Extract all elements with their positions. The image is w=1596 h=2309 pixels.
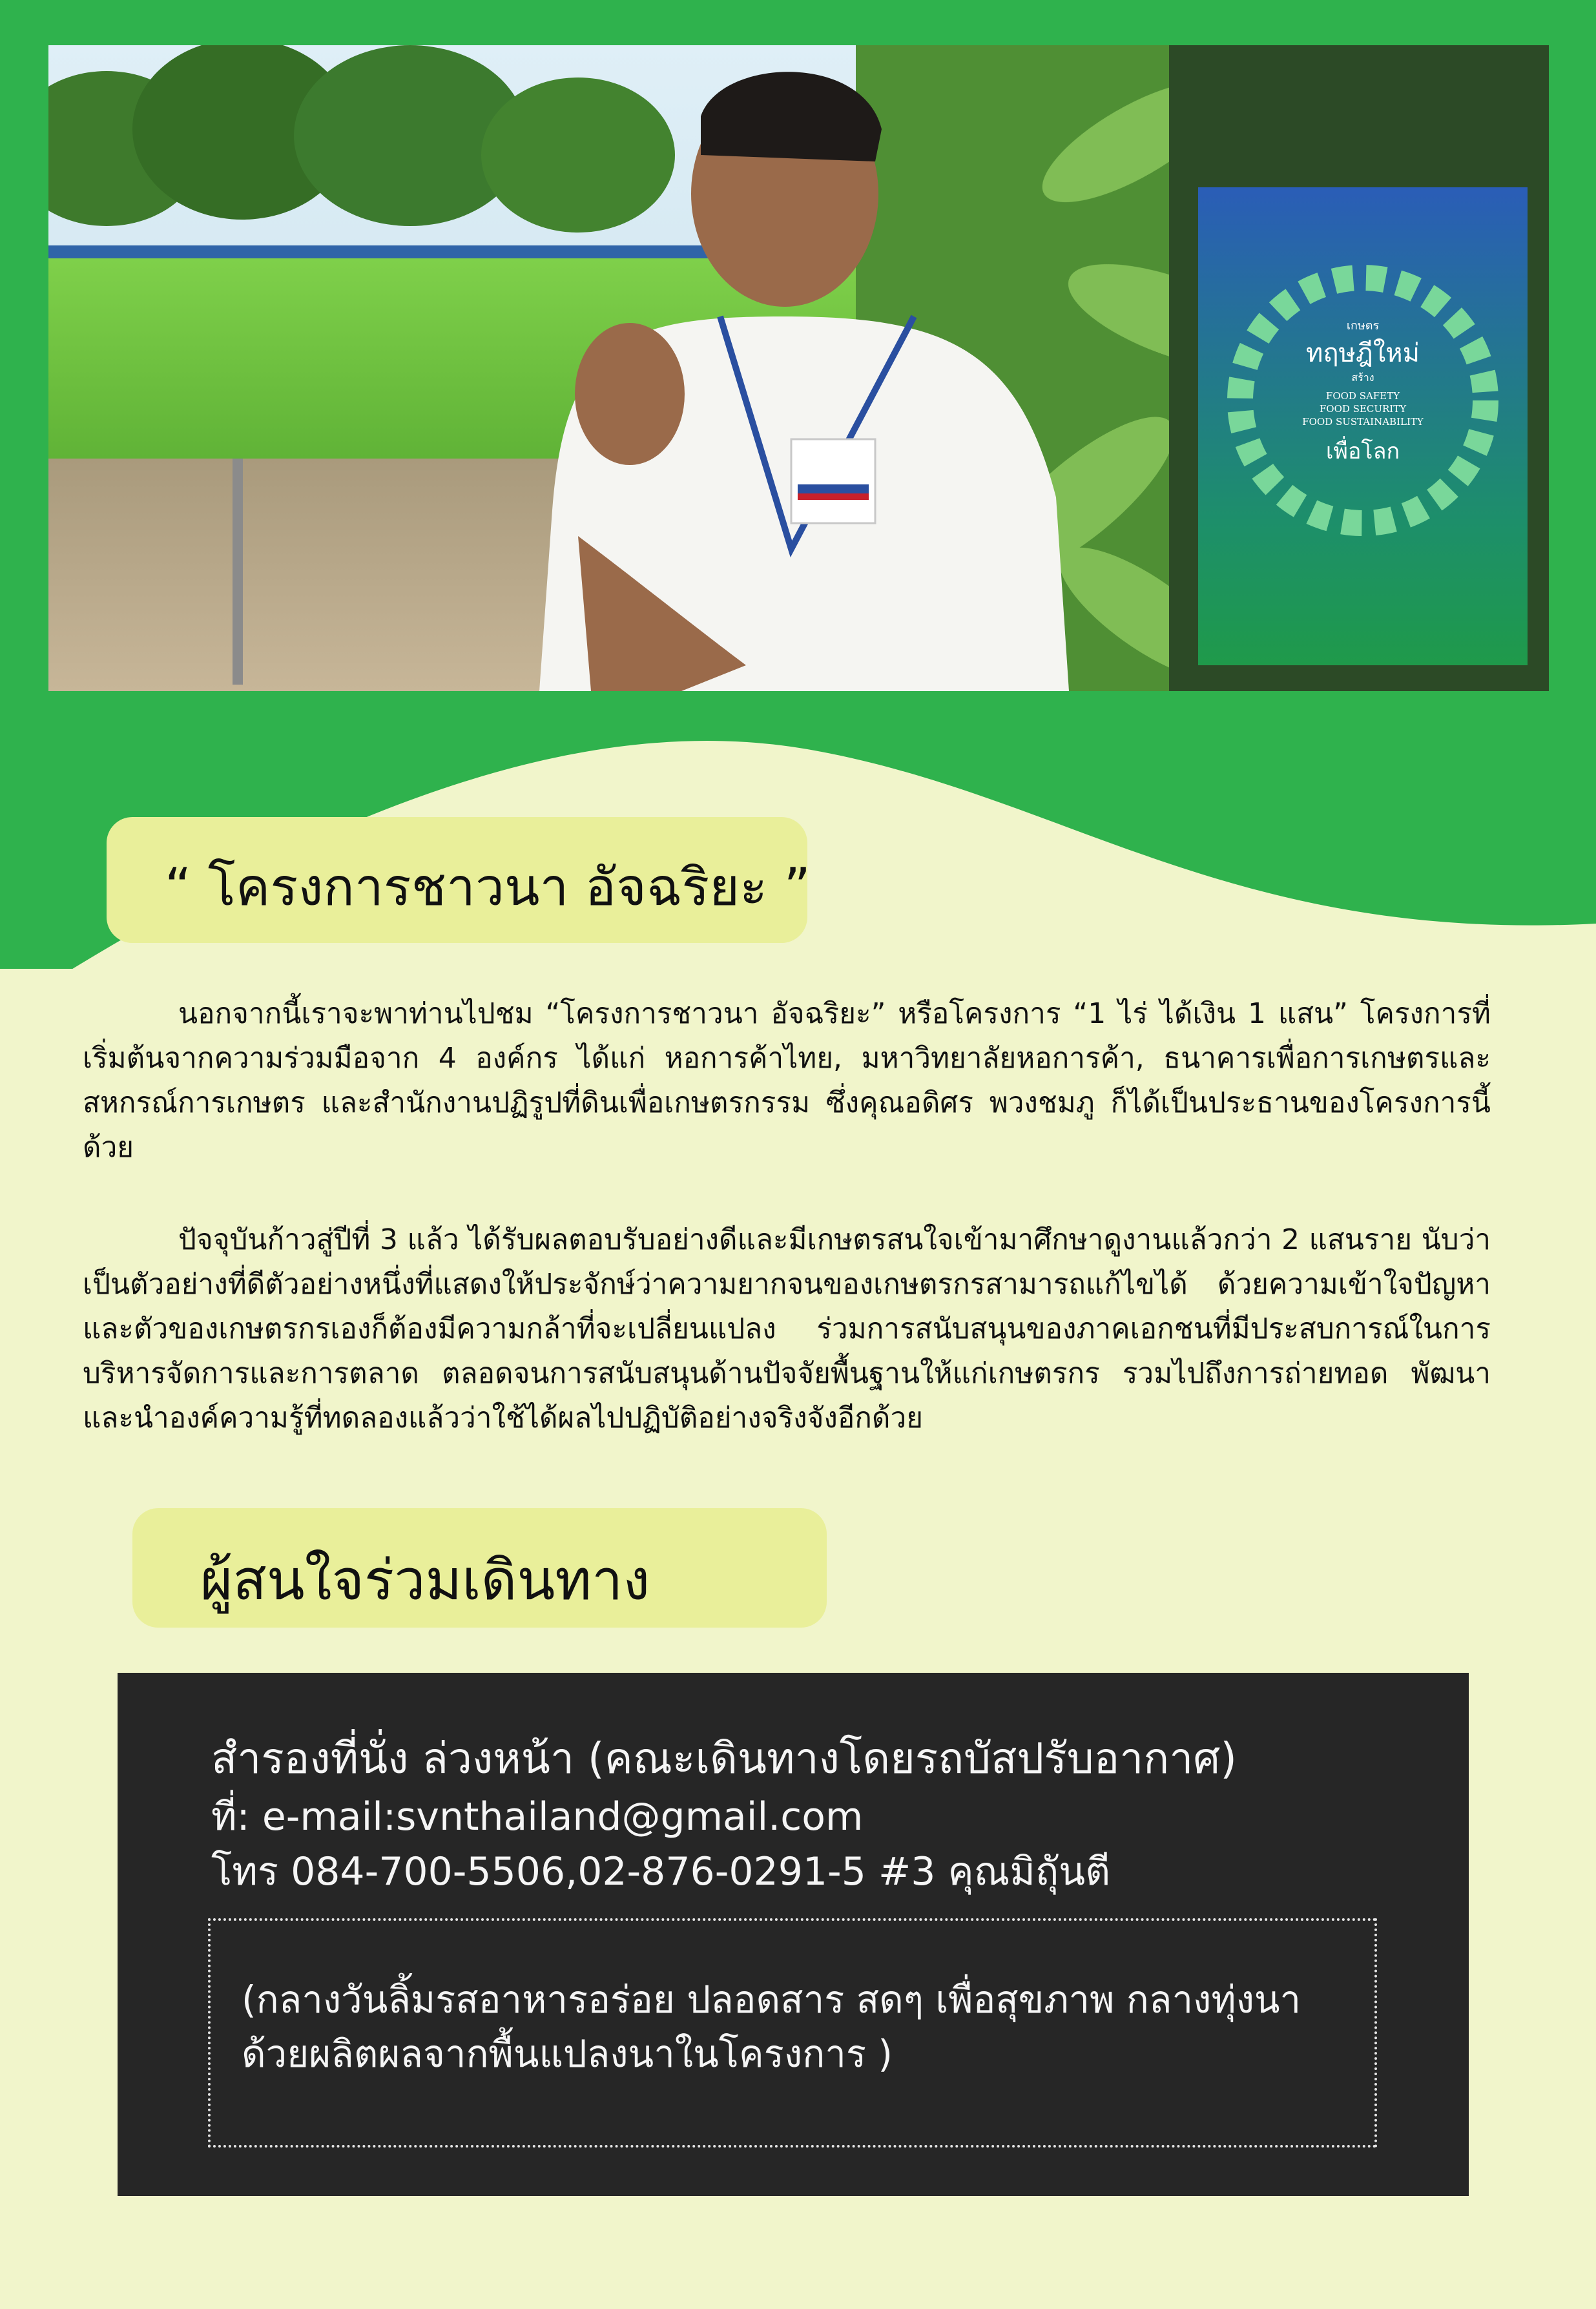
paragraph-1: [83, 991, 1491, 1170]
lunch-note-box: [208, 1918, 1377, 2148]
paragraph-1-text: นอกจากนี้เราจะพาท่านไปชม “โครงการชาวนา อัจฉริยะ” หรือโครงการ “1 ไร่ ได้เงิน 1 แสน” โครงการที่เริ่มต้นจากความร่วมมือจาก 4 องค์กร ได้แก่ หอการค้าไทย, มหาวิทยาลัยหอการค้า, ธนาคารเพื่อการเกษตรและสหกรณ์การเกษตร และสำนักงานปฏิรูปที่ดินเพื่อเกษตรกรรม ซึ่งคุณอดิศร พวงชมภู ก็ได้เป็นประธานของโครงการนี้ด้วย: [83, 997, 1491, 1164]
lunch-note: (กลางวันลิ้มรสอาหารอร่อย ปลอดสาร สดๆ เพื่อสุขภาพ กลางทุ่งนา ด้วยผลิตผลจากพื้นแปลงนาในโครงการ ): [242, 1978, 1301, 2076]
banner-text-5: FOOD SECURITY: [1319, 403, 1407, 415]
section-title-pill: [107, 817, 811, 943]
banner-text-2: ทฤษฎีใหม่: [1305, 338, 1420, 368]
section-title: “ โครงการชาวนา อัจฉริยะ ”: [165, 857, 811, 917]
booking-box: [118, 1673, 1469, 2196]
interested-title: ผู้สนใจร่วมเดินทาง: [200, 1548, 650, 1613]
booking-email[interactable]: ที่: e-mail:svnthailand@gmail.com: [211, 1794, 864, 1839]
interested-title-pill: [132, 1508, 827, 1628]
paragraph-2: [83, 1217, 1491, 1440]
hero-photo: [48, 45, 1549, 691]
paragraph-2-text: ปัจจุบันก้าวสู่ปีที่ 3 แล้ว ได้รับผลตอบรับอย่างดีและมีเกษตรสนใจเข้ามาศึกษาดูงานแล้วกว่า 2 แสนราย นับว่าเป็นตัวอย่างที่ดีตัวอย่างหนึ่งที่แสดงให้ประจักษ์ว่าความยากจนของเกษตรกรสามารถแก้ไขได้ ด้วยความเข้าใจปัญหาและตัวของเกษตรกรเองก็ต้องมีความกล้าที่จะเปลี่ยนแปลง ร่วมการสนับสนุนของภาคเอกชนที่มีประสบการณ์ในการบริหารจัดการและการตลาด ตลอดจนการสนับสนุนด้านปัจจัยพื้นฐานให้แก่เกษตรกร รวมไปถึงการถ่ายทอด พัฒนาและนำองค์ความรู้ที่ทดลองแล้วว่าใช้ได้ผลไปปฏิบัติอย่างจริงจังอีกด้วย: [83, 1223, 1491, 1434]
booking-line: สำรองที่นั่ง ล่วงหน้า (คณะเดินทางโดยรถบัสปรับอากาศ): [211, 1734, 1237, 1783]
booking-phone: โทร 084-700-5506,02-876-0291-5 #3 คุณมิถุันตี: [211, 1849, 1111, 1894]
banner-text-3: สร้าง: [1351, 371, 1374, 384]
banner-text-4: FOOD SAFETY: [1325, 390, 1400, 402]
banner-text-1: เกษตร: [1346, 319, 1380, 333]
banner-text-7: เพื่อโลก: [1325, 439, 1400, 464]
banner-text-6: FOOD SUSTAINABILITY: [1302, 416, 1424, 428]
